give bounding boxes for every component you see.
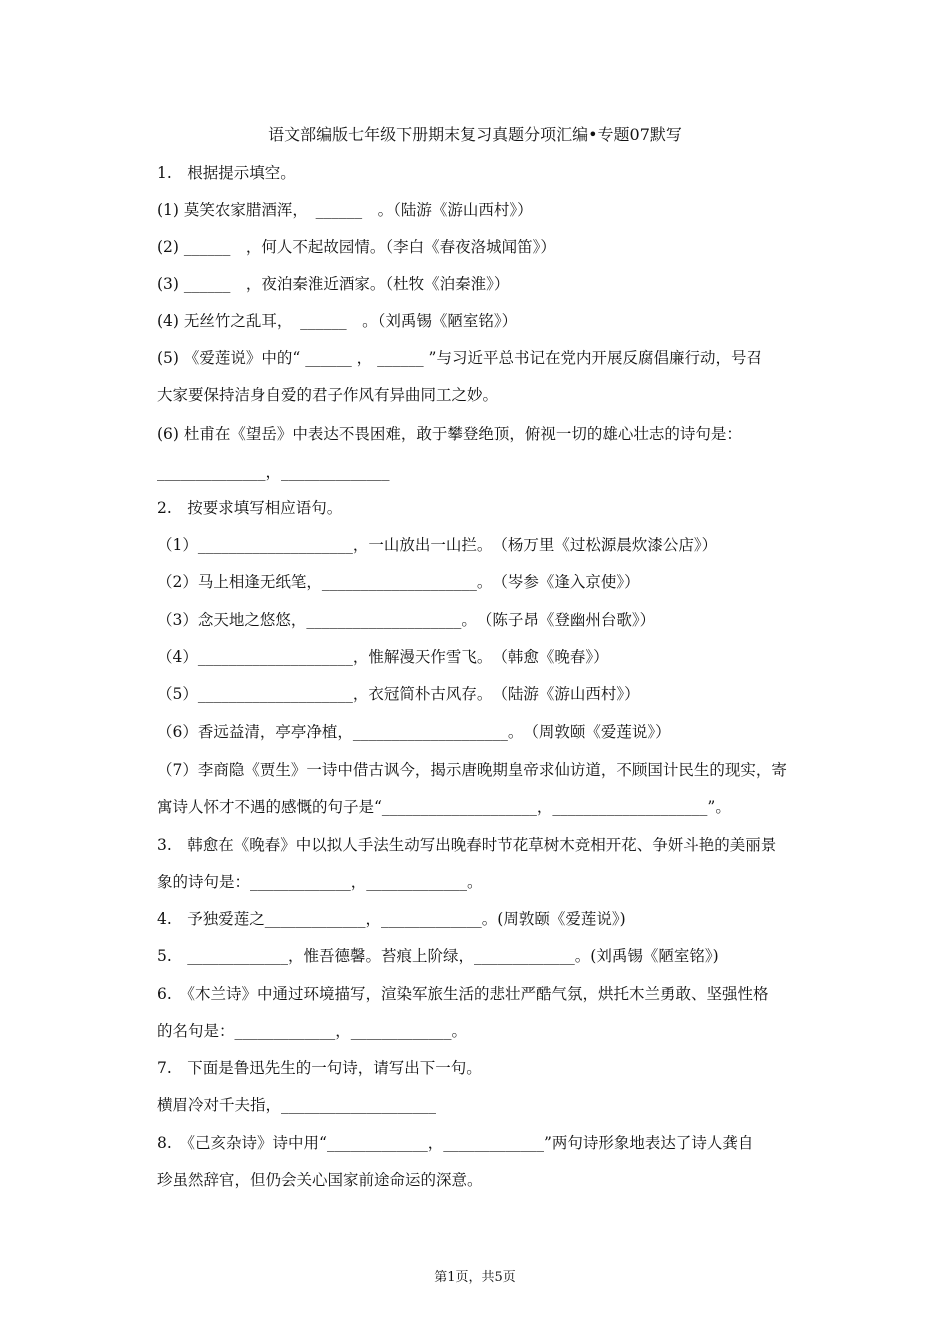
question-7: 7. 下面是鲁迅先生的一句诗，请写出下一句。 [157, 1059, 482, 1077]
question-4: 4. 予独爱莲之_____________，_____________。(周敦颐《爱莲说》) [157, 910, 626, 928]
question-1-item-1: (1) 莫笑农家腊酒浑， ______ 。（陆游《游山西村》） [157, 201, 533, 219]
question-1-item-2: (2) ______ ，何人不起故园情。（李白《春夜洛城闻笛》） [157, 238, 556, 256]
question-2-heading: 2. 按要求填写相应语句。 [157, 499, 343, 517]
question-8: 8. 《己亥杂诗》诗中用“_____________，_____________”两句诗形象地表达了诗人龚自 [157, 1134, 754, 1152]
question-2-item-5: （5）____________________，衣冠简朴古风存。 （陆游《游山西村》） [157, 685, 640, 703]
question-3-cont: 象的诗句是：_____________，_____________。 [157, 873, 483, 891]
question-2-item-6: （6）香远益清，亭亭净植，____________________。 （周敦颐《爱莲说》） [157, 723, 671, 741]
question-2-item-2: （2）马上相逢无纸笔，____________________。 （岑参《逢入京使》） [157, 573, 640, 591]
question-3: 3. 韩愈在《晚春》中以拟人手法生动写出晚春时节花草树木竞相开花、争妍斗艳的美丽景 [157, 836, 777, 854]
question-2-item-3: （3）念天地之悠悠，____________________。 （陈子昂《登幽州台歌》） [157, 611, 656, 629]
question-8-cont: 珍虽然辞官，但仍会关心国家前途命运的深意。 [157, 1171, 483, 1189]
question-2-item-7-cont: 寓诗人怀才不遇的感慨的句子是“____________________，____________________”。 [157, 798, 731, 816]
question-1-item-6-blanks: ______________，______________ [157, 463, 390, 481]
document-title: 语文部编版七年级下册期末复习真题分项汇编•专题07默写 [268, 125, 682, 144]
page-footer: 第1页，共5页 [434, 1270, 516, 1285]
question-6: 6. 《木兰诗》中通过环境描写，渲染军旅生活的悲壮严酷气氛，烘托木兰勇敢、坚强性格 [157, 985, 769, 1003]
question-1-item-4: (4) 无丝竹之乱耳， ______ 。（刘禹锡《陋室铭》） [157, 312, 518, 330]
question-2-item-4: （4）____________________，惟解漫天作雪飞。 （韩愈《晚春》） [157, 648, 609, 666]
question-5: 5. _____________，惟吾德馨。苔痕上阶绿，_____________。(刘禹锡《陋室铭》) [157, 947, 719, 965]
question-2-item-1: （1）____________________，一山放出一山拦。 （杨万里《过松源晨炊漆公店》） [157, 536, 718, 554]
question-1-heading: 1. 根据提示填空。 [157, 164, 296, 182]
question-1-item-3: (3) ______ ，夜泊秦淮近酒家。（杜牧《泊秦淮》） [157, 275, 510, 293]
question-1-item-6: (6) 杜甫在《望岳》中表达不畏困难，敢于攀登绝顶，俯视一切的雄心壮志的诗句是： [157, 425, 742, 443]
question-6-cont: 的名句是：_____________，_____________。 [157, 1022, 468, 1040]
question-2-item-7: （7）李商隐《贾生》一诗中借古讽今，揭示唐晚期皇帝求仙访道，不顾国计民生的现实，寄 [157, 761, 787, 779]
question-1-item-5-cont: 大家要保持洁身自爱的君子作风有异曲同工之妙。 [157, 386, 499, 404]
question-1-item-5: (5) 《爱莲说》中的“ ______ ， ______ ”与习近平总书记在党内开展反腐倡廉行动，号召 [157, 349, 762, 367]
question-7-answer-line: 横眉冷对千夫指，____________________ [157, 1096, 437, 1114]
